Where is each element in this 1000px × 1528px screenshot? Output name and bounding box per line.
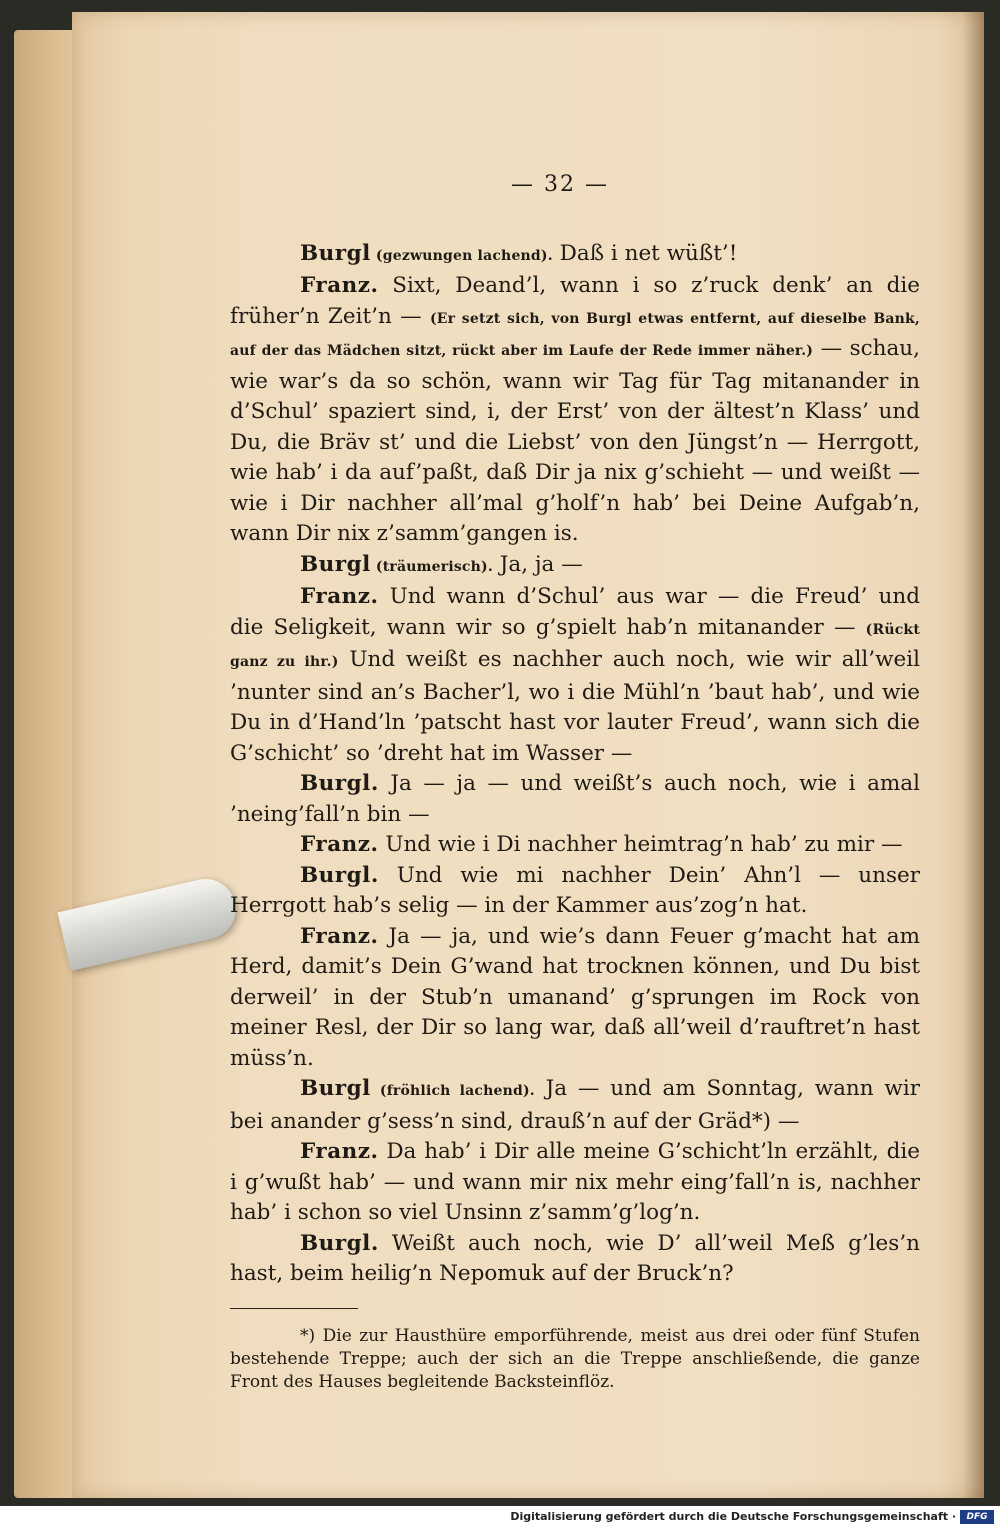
speech-paragraph	[230, 550, 920, 583]
speech-text: Und weißt es nachher auch noch, wie wir all’weil ’nunter sind an’s Bacher’l, wo i die Mühl’n ’baut hab’, und wie Du in d’Hand’ln ’patscht hast vor lauter Freud’, wann sich die G’schicht’ so ’dreht hat im Wasser —	[230, 647, 920, 766]
credit-text: Digitalisierung gefördert durch die Deutsche Forschungsgemeinschaft ·	[510, 1510, 956, 1523]
speaker-name: Burgl	[300, 551, 371, 577]
speech-text: Und wann d’Schul’ aus war — die Freud’ und die Seligkeit, wann wir so g’spielt hab’n mitanander —	[230, 584, 920, 640]
speaker-name: Burgl.	[300, 771, 379, 796]
speech-paragraph	[230, 1229, 920, 1290]
speech-paragraph	[230, 271, 920, 550]
stage-direction: (fröhlich lachend).	[370, 1083, 535, 1099]
speech-paragraph	[230, 830, 920, 861]
page-number: — 32 —	[511, 172, 609, 197]
speech-text: Ja — und am Sonntag, wann wir bei anander g’sess’n sind, drauß’n auf der Gräd*) —	[230, 1076, 920, 1134]
speech-text: Ja — ja, und wie’s dann Feuer g’macht hat am Herd, damit’s Dein G’wand hat trocknen können, und Du bist derweil’ in der Stub’n umanand’ g’sprungen im Rock von meiner Resl, der Dir so lang war, daß all’weil d’rauftret’n hast müss’n.	[230, 923, 920, 1071]
speaker-name: Burgl.	[300, 1230, 379, 1256]
footnote-rule	[230, 1308, 358, 1309]
speech-text: Da hab’ i Dir alle meine G’schicht’ln erzählt, die i g’wußt hab’ — und wann mir nix mehr eing’fall’n is, nachher hab’ i schon so viel Unsinn z’samm’g’log’n.	[230, 1139, 920, 1225]
speech-paragraph	[230, 922, 920, 1075]
speaker-name: Burgl	[300, 1076, 371, 1101]
speech-paragraph	[230, 769, 920, 830]
speech-paragraph	[230, 861, 920, 922]
speaker-name: Franz.	[300, 832, 379, 857]
speaker-name: Franz.	[300, 273, 379, 298]
speaker-name: Franz.	[300, 1139, 379, 1164]
speaker-name: Burgl	[300, 240, 371, 266]
speaker-name: Burgl.	[300, 862, 379, 888]
stage-direction: (gezwungen lachend).	[370, 247, 553, 264]
speech-text: Und wie mi nachher Dein’ Ahn’l — unser Herrgott hab’s selig — in der Kammer aus’zog’n hat.	[230, 862, 920, 918]
speech-paragraph	[230, 582, 920, 769]
speaker-name: Franz.	[300, 923, 379, 949]
speech-paragraph	[230, 1074, 920, 1137]
speech-text: — schau, wie war’s da so schön, wann wir Tag für Tag mitanander in d’Schul’ spaziert sind, i, der Erst’ von der ältest’n Klass’ und Du, die Bräv st’ und die Liebst’ von den Jüngst’n — Herrgott, wie hab’ i da auf’paßt, daß Dir ja nix g’schieht — und weißt — wie i Dir nachher all’mal g’holf’n hab’ bei Deine Aufgab’n, wann Dir nix z’samm’gangen is.	[230, 336, 920, 546]
speech-paragraph	[230, 1137, 920, 1229]
dfg-logo: DFG	[960, 1510, 994, 1524]
speech-text: Ja, ja —	[492, 551, 583, 577]
speech-text: Und wie i Di nachher heimtrag’n hab’ zu mir —	[378, 832, 903, 857]
speech-paragraph	[230, 239, 920, 272]
page-clip	[57, 873, 241, 971]
page-edge-shadow	[962, 12, 984, 1498]
dialogue	[230, 239, 920, 1290]
stage-direction: (Er setzt sich, von Burgl etwas entfernt, auf dieselbe Bank, auf der das Mädchen sitzt, rückt aber im Laufe der Rede immer näher.)	[230, 310, 920, 359]
speech-text: Ja — ja — und weißt’s auch noch, wie i amal ’neing’fall’n bin —	[230, 771, 920, 827]
digitization-credit-bar	[0, 1506, 1000, 1528]
text-block	[230, 160, 920, 1394]
speech-text: Weißt auch noch, wie D’ all’weil Meß g’les’n hast, beim heilig’n Nepomuk auf der Bruck’n?	[230, 1230, 920, 1286]
speaker-name: Franz.	[300, 584, 379, 609]
speech-text: Sixt, Deand’l, wann i so z’ruck denk’ an die früher’n Zeit’n —	[230, 273, 920, 329]
footnote: *) Die zur Hausthüre emporführende, meist aus drei oder fünf Stufen bestehende Treppe; auch der sich an die Treppe anschließende, die ganze Front des Hauses begleitende Backsteinflöz.	[230, 1325, 920, 1392]
stage-direction: (Rückt ganz zu ihr.)	[230, 621, 920, 670]
speech-text: Daß i net wüßt’!	[552, 240, 738, 266]
stage-direction: (träumerisch).	[370, 558, 493, 575]
